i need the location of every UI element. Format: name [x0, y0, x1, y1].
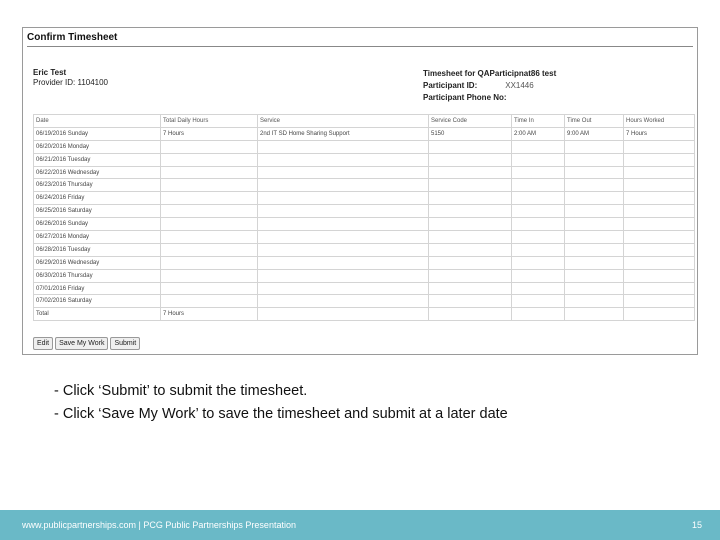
table-cell [161, 179, 258, 192]
table-cell: 06/27/2016 Monday [34, 231, 161, 244]
table-cell [512, 269, 565, 282]
table-cell [258, 192, 429, 205]
table-cell [624, 153, 695, 166]
table-cell [624, 295, 695, 308]
table-cell [624, 231, 695, 244]
table-cell [161, 205, 258, 218]
table-row [34, 166, 695, 179]
table-cell [624, 282, 695, 295]
table-cell [258, 231, 429, 244]
table-cell [258, 153, 429, 166]
table-cell [258, 179, 429, 192]
total-label: Total [34, 308, 161, 321]
table-cell [512, 153, 565, 166]
provider-name: Eric Test [33, 68, 67, 77]
table-cell [258, 269, 429, 282]
table-cell: 07/02/2016 Saturday [34, 295, 161, 308]
table-cell [512, 295, 565, 308]
table-cell: 06/30/2016 Thursday [34, 269, 161, 282]
table-row [34, 269, 695, 282]
table-cell [512, 282, 565, 295]
table-cell [624, 269, 695, 282]
table-cell [624, 308, 695, 321]
table-cell [429, 179, 512, 192]
table-row [34, 205, 695, 218]
timesheet-table [33, 114, 695, 321]
table-cell [624, 140, 695, 153]
col-header-hours-worked: Hours Worked [624, 115, 695, 128]
table-cell [512, 205, 565, 218]
col-header-service-code: Service Code [429, 115, 512, 128]
table-cell [512, 231, 565, 244]
timesheet-screenshot [22, 27, 698, 355]
participant-phone-label: Participant Phone No: [423, 93, 507, 102]
table-cell: 06/21/2016 Tuesday [34, 153, 161, 166]
title-divider [27, 46, 693, 47]
submit-button[interactable]: Submit [110, 337, 140, 350]
table-cell: 06/24/2016 Friday [34, 192, 161, 205]
table-cell [161, 231, 258, 244]
table-cell [565, 308, 624, 321]
table-cell [161, 282, 258, 295]
table-cell [429, 205, 512, 218]
table-cell [624, 179, 695, 192]
col-header-date: Date [34, 115, 161, 128]
table-cell [565, 282, 624, 295]
col-header-total-daily-hours: Total Daily Hours [161, 115, 258, 128]
table-cell [429, 140, 512, 153]
table-cell: 06/20/2016 Monday [34, 140, 161, 153]
table-cell [429, 269, 512, 282]
table-cell [565, 166, 624, 179]
table-cell [565, 269, 624, 282]
table-cell: 06/29/2016 Wednesday [34, 256, 161, 269]
table-row [34, 140, 695, 153]
participant-id-line [423, 80, 556, 92]
table-cell [258, 140, 429, 153]
table-cell [161, 295, 258, 308]
table-cell [512, 308, 565, 321]
table-cell [565, 205, 624, 218]
table-cell [161, 140, 258, 153]
table-cell [161, 218, 258, 231]
table-cell: 5150 [429, 127, 512, 140]
table-cell [429, 231, 512, 244]
col-header-time-in: Time In [512, 115, 565, 128]
table-cell [429, 282, 512, 295]
timesheet-info [423, 68, 556, 104]
footer-text: www.publicpartnerships.com | PCG Public Partnerships Presentation [22, 520, 296, 530]
participant-id-label: Participant ID: [423, 81, 478, 90]
table-cell: 06/28/2016 Tuesday [34, 243, 161, 256]
table-cell [161, 192, 258, 205]
table-cell [512, 179, 565, 192]
table-row [34, 295, 695, 308]
table-cell [429, 295, 512, 308]
table-cell [512, 166, 565, 179]
table-row [34, 153, 695, 166]
table-cell [565, 153, 624, 166]
table-cell [624, 192, 695, 205]
table-cell [258, 295, 429, 308]
table-cell [161, 256, 258, 269]
table-row [34, 243, 695, 256]
table-cell [258, 256, 429, 269]
table-cell [565, 218, 624, 231]
total-hours: 7 Hours [161, 308, 258, 321]
action-buttons [33, 332, 142, 350]
table-cell [624, 256, 695, 269]
table-cell [565, 243, 624, 256]
table-row [34, 127, 695, 140]
table-row [34, 192, 695, 205]
instruction-notes [54, 380, 508, 426]
table-cell [429, 166, 512, 179]
table-cell [512, 243, 565, 256]
table-cell [161, 243, 258, 256]
slide-footer [0, 510, 720, 540]
table-cell: 9:00 AM [565, 127, 624, 140]
table-cell [161, 153, 258, 166]
table-cell [258, 243, 429, 256]
table-cell [565, 179, 624, 192]
table-cell [512, 218, 565, 231]
table-cell [429, 153, 512, 166]
table-cell [161, 166, 258, 179]
table-cell [624, 166, 695, 179]
table-cell: 06/26/2016 Sunday [34, 218, 161, 231]
table-cell [565, 295, 624, 308]
table-cell: 06/22/2016 Wednesday [34, 166, 161, 179]
page-title: Confirm Timesheet [27, 32, 118, 43]
table-cell: 2:00 AM [512, 127, 565, 140]
table-cell: 06/23/2016 Thursday [34, 179, 161, 192]
table-cell [429, 192, 512, 205]
table-cell [258, 166, 429, 179]
table-header-row [34, 115, 695, 128]
table-cell [258, 218, 429, 231]
table-cell [565, 256, 624, 269]
table-row [34, 282, 695, 295]
table-cell [624, 205, 695, 218]
table-cell: 06/25/2016 Saturday [34, 205, 161, 218]
table-cell [624, 218, 695, 231]
table-cell [161, 269, 258, 282]
table-cell: 2nd IT SD Home Sharing Support [258, 127, 429, 140]
table-body [34, 127, 695, 307]
note-submit: - Click ‘Submit’ to submit the timesheet. [54, 383, 308, 399]
table-cell: 06/19/2016 Sunday [34, 127, 161, 140]
table-cell [565, 140, 624, 153]
table-cell: 7 Hours [161, 127, 258, 140]
table-cell [624, 243, 695, 256]
table-cell [429, 218, 512, 231]
page-number: 15 [691, 520, 702, 530]
table-cell [429, 243, 512, 256]
table-cell [512, 256, 565, 269]
table-cell [429, 308, 512, 321]
table-total-row [34, 308, 695, 321]
provider-id: Provider ID: 1104100 [33, 78, 109, 87]
table-cell [565, 231, 624, 244]
timesheet-title: Timesheet for QAParticipnat86 test [423, 69, 557, 78]
edit-button[interactable]: Edit [33, 337, 53, 350]
table-cell [258, 205, 429, 218]
table-cell: 7 Hours [624, 127, 695, 140]
table-cell [258, 282, 429, 295]
save-my-work-button[interactable]: Save My Work [55, 337, 108, 350]
table-row [34, 179, 695, 192]
table-row [34, 218, 695, 231]
table-row [34, 256, 695, 269]
table-cell [512, 192, 565, 205]
col-header-service: Service [258, 115, 429, 128]
table-cell [258, 308, 429, 321]
table-cell: 07/01/2016 Friday [34, 282, 161, 295]
participant-id-value: XX1446 [505, 81, 534, 90]
provider-info [33, 68, 108, 88]
table-cell [429, 256, 512, 269]
table-cell [512, 140, 565, 153]
table-row [34, 231, 695, 244]
note-save: - Click ‘Save My Work’ to save the timesheet and submit at a later date [54, 406, 508, 422]
table-cell [565, 192, 624, 205]
col-header-time-out: Time Out [565, 115, 624, 128]
